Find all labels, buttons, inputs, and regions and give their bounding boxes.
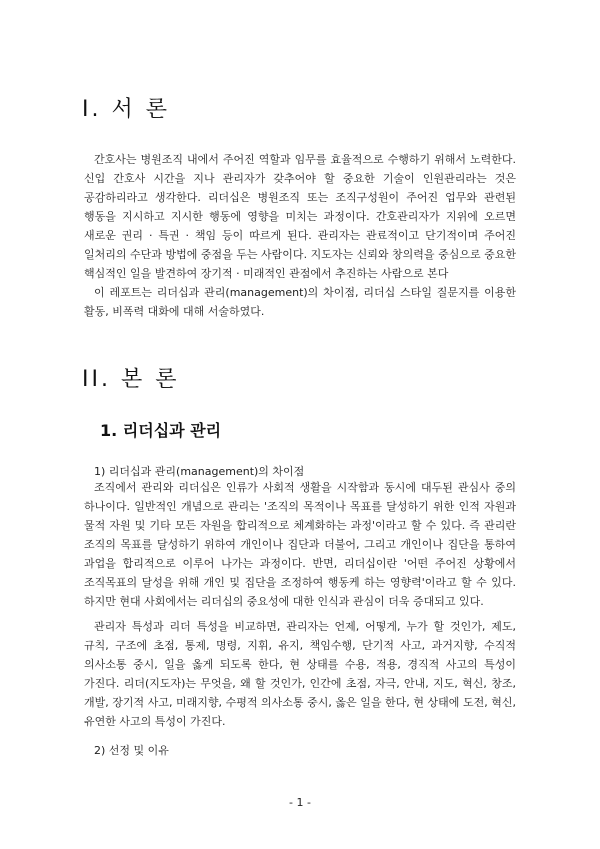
- intro-paragraph-1: 간호사는 병원조직 내에서 주어진 역할과 임무를 효율적으로 수행하기 위해서 노력한다. 신입 간호사 시간을 지나 관리자가 갖추어야 할 중요한 기술이 인원관리라는 것은 공감하리라고 생각한다. 리더십은 병원조직 또는 조직구성원이 주어진 업무와 관련된 행동을 지시하고 지시한 행동에 영향을 미치는 과정이다. 간호관리자가 지위에 오르면 새로운 권리 · 특권 · 책임 등이 따르게 된다. 관리자는 관료적이고 단기적이며 주어진 일처리의 수단과 방법에 중점을 두는 사람이다. 지도자는 신뢰와 창의력을 중심으로 중요한 핵심적인 일을 발견하여 장기적 · 미래적인 관점에서 추진하는 사람으로 본다: [84, 153, 516, 280]
- subsection-2-title: 2) 선정 및 이유: [94, 744, 169, 757]
- intro-heading: I. 서 론: [82, 97, 170, 122]
- body-paragraph-2: 관리자 특성과 리더 특성을 비교하면, 관리자는 언제, 어떻게, 누가 할 것인가, 제도, 규칙, 구조에 초점, 통제, 명령, 지휘, 유지, 책임수행, 단기적 사고, 과거지향, 수직적 의사소통 중시, 일을 옳게 되도록 한다, 현 상태를 수용, 적용, 경직적 사고의 특성이 가진다. 리더(지도자)는 무엇을, 왜 할 것인가, 인간에 초점, 자극, 안내, 지도, 혁신, 창조, 개발, 장기적 사고, 미래지향, 수평적 의사소통 중시, 옳은 일을 한다, 현 상태에 도전, 혁신, 유연한 사고의 특성이 가진다.: [84, 620, 516, 728]
- section-1-heading: 1. 리더십과 관리: [100, 421, 222, 440]
- body-paragraph-1: 조직에서 관리와 리더십은 인류가 사회적 생활을 시작함과 동시에 대두된 관심사 중의 하나이다. 일반적인 개념으로 관리는 '조직의 목적이나 목표를 달성하기 위한 인적 자원과 물적 자원 및 기타 모든 자원을 합리적으로 체계화하는 과정'이라고 할 수 있다. 즉 관리란 조직의 목표를 달성하기 위하여 개인이나 집단과 더불어, 그리고 개인이나 집단을 통하여 과업을 합리적으로 이루어 나가는 과정이다. 반면, 리더십이란 '어떤 주어진 상황에서 조직목표의 달성을 위해 개인 및 집단을 조정하여 행동케 하는 영향력'이라고 할 수 있다. 하지만 현대 사회에서는 리더십의 중요성에 대한 인식과 관심이 더욱 증대되고 있다.: [84, 481, 516, 608]
- intro-paragraph-2: 이 레포트는 리더십과 관리(management)의 차이점, 리더십 스타일 질문지를 이용한 활동, 비폭력 대화에 대해 서술하였다.: [84, 286, 516, 318]
- page-number: - 1 -: [289, 796, 311, 809]
- body-heading: II. 본 론: [82, 367, 180, 392]
- subsection-1-title: 1) 리더십과 관리(management)의 차이점: [94, 465, 305, 478]
